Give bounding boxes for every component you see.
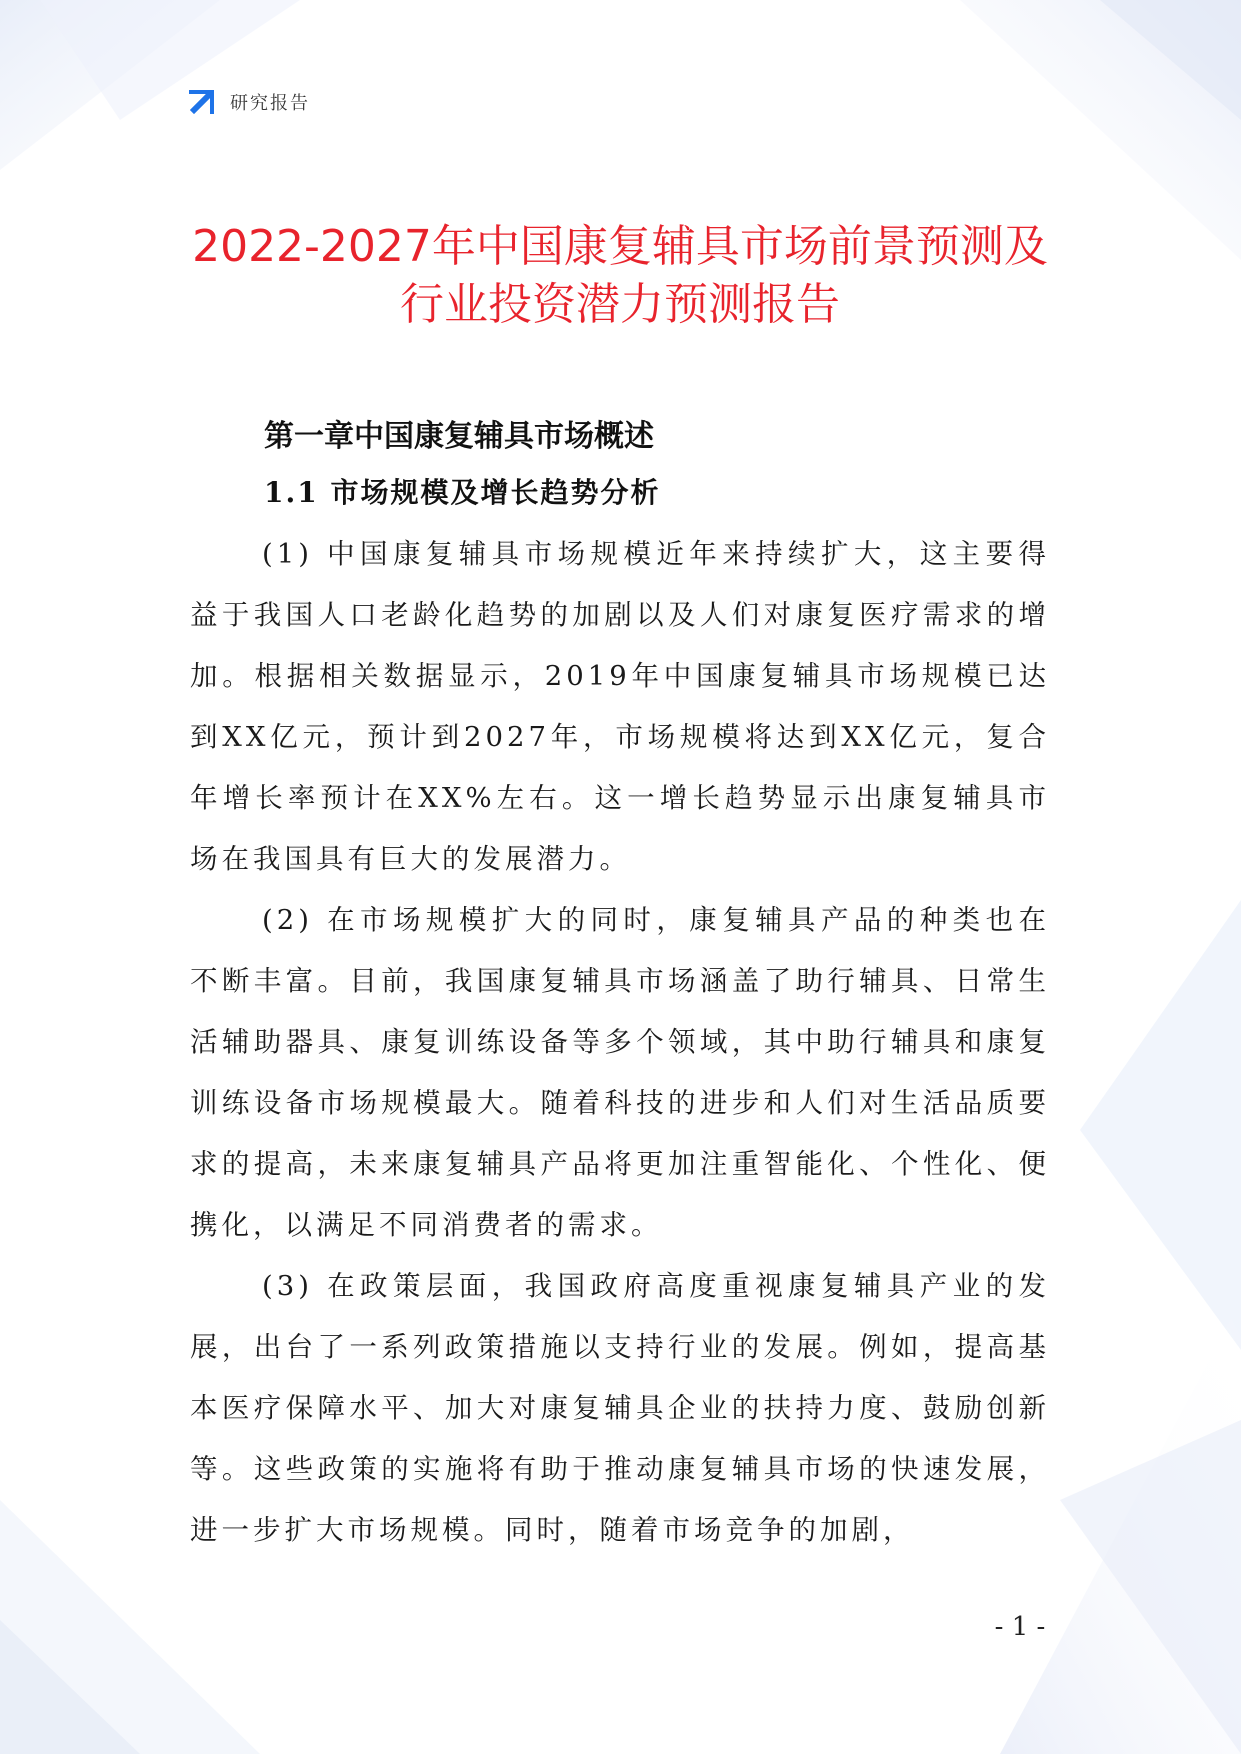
page-number: - 1 -	[994, 1612, 1046, 1642]
paragraph-2: (2) 在市场规模扩大的同时，康复辅具产品的种类也在不断丰富。目前，我国康复辅具市场涵盖了助行辅具、日常生活辅助器具、康复训练设备等多个领域，其中助行辅具和康复训练设备市场规模最大。随着科技的进步和人们对生活品质要求的提高，未来康复辅具产品将更加注重智能化、个性化、便携化，以满足不同消费者的需求。	[190, 904, 1050, 1241]
section-heading: 1.1 市场规模及增长趋势分析	[264, 476, 661, 509]
title-line-1: 2022-2027年中国康复辅具市场前景预测及	[192, 221, 1048, 272]
title-line-2: 行业投资潜力预测报告	[400, 279, 840, 330]
arrow-up-right-icon	[186, 86, 218, 118]
document-body	[190, 414, 1050, 1561]
document-title	[150, 218, 1090, 334]
paragraph-3: (3) 在政策层面，我国政府高度重视康复辅具产业的发展，出台了一系列政策措施以支持行业的发展。例如，提高基本医疗保障水平、加大对康复辅具企业的扶持力度、鼓励创新等。这些政策的实施将有助于推动康复辅具市场的快速发展，进一步扩大市场规模。同时，随着市场竞争的加剧，	[190, 1270, 1050, 1546]
chapter-heading: 第一章中国康复辅具市场概述	[264, 419, 654, 454]
paragraph-1: (1) 中国康复辅具市场规模近年来持续扩大，这主要得益于我国人口老龄化趋势的加剧以及人们对康复医疗需求的增加。根据相关数据显示，2019年中国康复辅具市场规模已达到XX亿元，预计到2027年，市场规模将达到XX亿元，复合年增长率预计在XX%左右。这一增长趋势显示出康复辅具市场在我国具有巨大的发展潜力。	[190, 538, 1050, 875]
document-header	[186, 86, 310, 118]
header-label: 研究报告	[230, 93, 310, 114]
